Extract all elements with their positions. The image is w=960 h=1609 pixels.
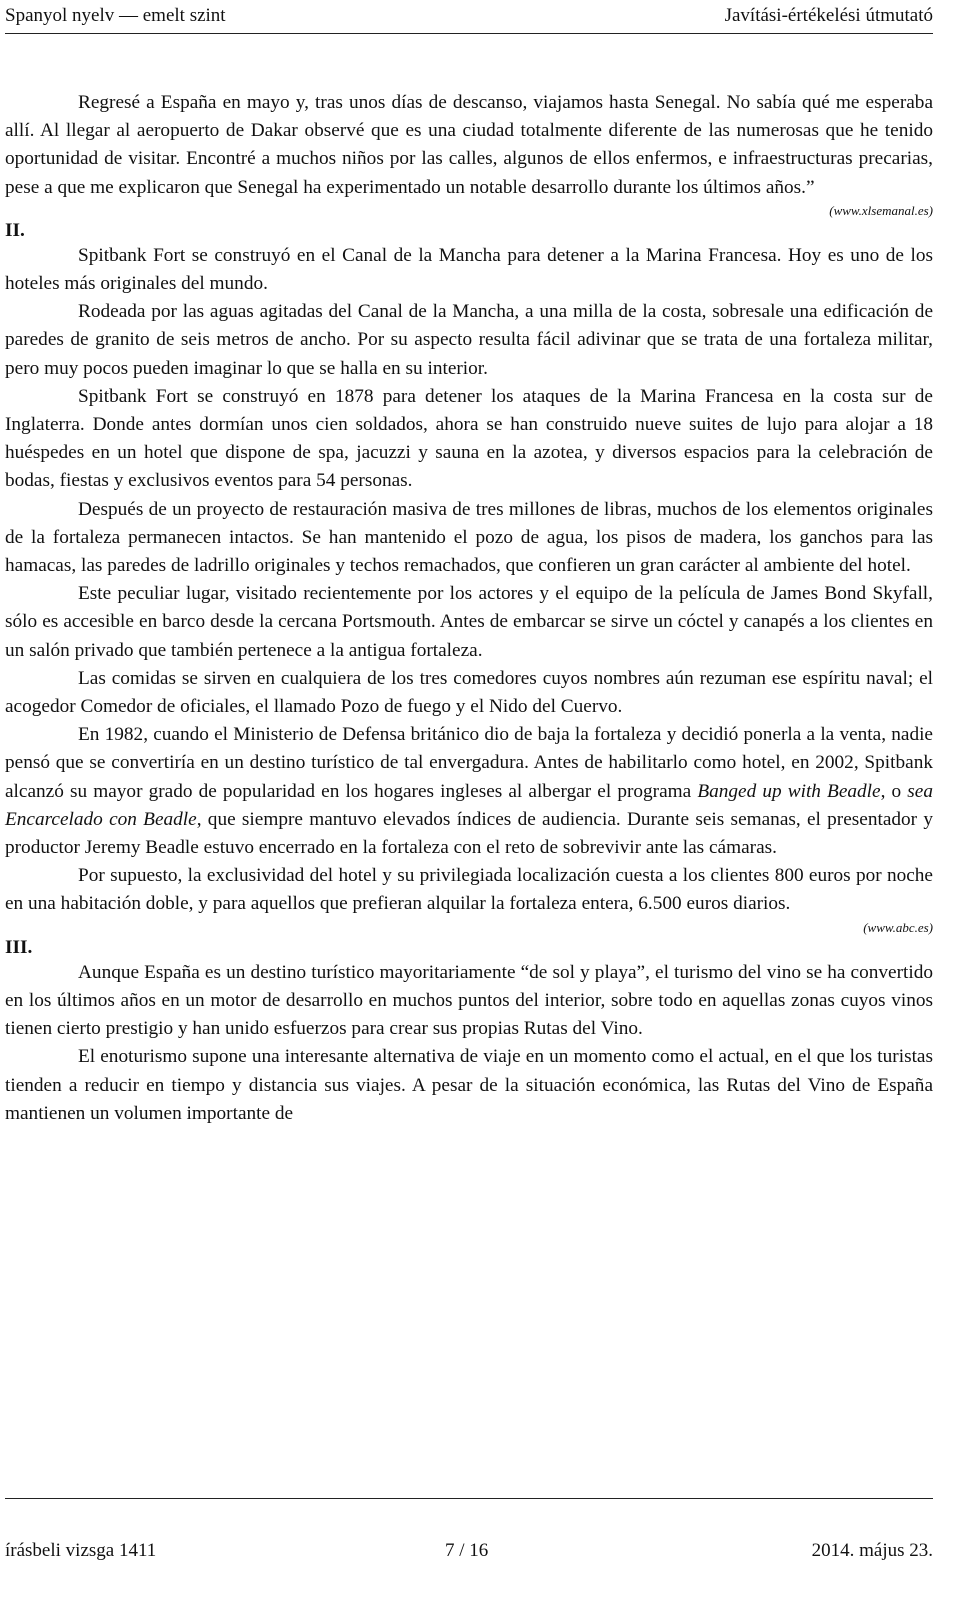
document-body: [5, 89, 933, 1128]
section2-paragraph-8: Por supuesto, la exclusividad del hotel y su privilegiada localización cuesta a los clientes 800 euros por noche en una habitación doble, y para aquellos que prefieran alquilar la fortaleza entera, 6.500 euros diarios.: [5, 865, 933, 915]
footer-exam-code: írásbeli vizsga 1411: [5, 1540, 157, 1561]
footer-date: 2014. május 23.: [811, 1540, 933, 1561]
section3-paragraph-2: El enoturismo supone una interesante alternativa de viaje en un momento como el actual, en el que los turistas tienden a reducir en tiempo y distancia sus viajes. A pesar de la situación económica, las Rutas del Vino de España mantienen un volumen importante de: [5, 1046, 933, 1124]
p7-program-title-es: sea Encarcelado con Beadle: [5, 780, 933, 830]
page-header: [5, 0, 933, 32]
section1-paragraph-1: Regresé a España en mayo y, tras unos días de descanso, viajamos hasta Senegal. No sabía qué me esperaba allí. Al llegar al aeropuerto de Dakar observé que es una ciudad totalmente diferente de las numerosas que he tenido oportunidad de visitar. Encontré a muchos niños por las calles, algunos de ellos enfermos, e infraestructuras precarias, pese a que me explicaron que Senegal ha experimentado un notable desarrollo durante los últimos años.”: [5, 92, 933, 198]
header-divider: [5, 33, 933, 34]
header-guide-title: Javítási-értékelési útmutató: [724, 5, 933, 26]
page-footer: [5, 1540, 933, 1570]
section2-paragraph-3: Spitbank Fort se construyó en 1878 para detener los ataques de la Marina Francesa en la costa sur de Inglaterra. Donde antes dormían unos cien soldados, ahora se han construido nueve suites de lujo para alojar a 18 huéspedes en un hotel que dispone de spa, jacuzzi y sauna en la azotea, y diversos espacios para la celebración de bodas, fiestas y exclusivos eventos para 54 personas.: [5, 385, 933, 492]
section2-paragraph-7: [5, 721, 933, 862]
section2-source: (www.abc.es): [863, 919, 933, 935]
section3-number: III.: [5, 936, 33, 958]
header-subject: Spanyol nyelv — emelt szint: [5, 5, 226, 26]
footer-page-number: 7 / 16: [445, 1540, 489, 1561]
section2-paragraph-6: Las comidas se sirven en cualquiera de los tres comedores cuyos nombres aún rezuman ese espíritu naval; el acogedor Comedor de oficiales, el llamado Pozo de fuego y el Nido del Cuervo.: [5, 667, 933, 718]
section1-source: (www.xlsemanal.es): [829, 202, 933, 218]
p7-text-3: , que siempre mantuvo elevados índices de audiencia. Durante seis semanas, el presentador y productor Jeremy Beadle estuvo encerrado en la fortaleza con el reto de sobrevivir ante las cámaras.: [5, 808, 934, 859]
p7-program-title: Banged up with Beadle: [697, 780, 881, 802]
section3-paragraph-1: Aunque España es un destino turístico mayoritariamente “de sol y playa”, el turismo del vino se ha convertido en los últimos años en un motor de desarrollo en muchos puntos del interior, sobre todo en aquellas zonas cuyos vinos tienen cierto prestigio y han unido esfuerzos para crear sus propias Rutas del Vino.: [5, 961, 933, 1040]
section2-paragraph-2: Rodeada por las aguas agitadas del Canal de la Mancha, a una milla de la costa, sobresale una edificación de paredes de granito de seis metros de ancho. Por su aspecto resulta fácil adivinar que se trata de una fortaleza militar, pero muy pocos pueden imaginar lo que se halla en su interior.: [5, 301, 933, 379]
section2-number: II.: [5, 219, 25, 241]
p7-text-2: , o: [880, 780, 908, 802]
section2-paragraph-5: Este peculiar lugar, visitado recientemente por los actores y el equipo de la película de James Bond Skyfall, sólo es accesible en barco desde la cercana Portsmouth. Antes de embarcar se sirve un cóctel y canapés a los clientes en un salón privado que también pertenece a la antigua fortaleza.: [5, 583, 933, 661]
section2-paragraph-4: Después de un proyecto de restauración masiva de tres millones de libras, muchos de los elementos originales de la fortaleza permanecen intactos. Se han mantenido el pozo de agua, los pisos de madera, los ganchos para las hamacas, las paredes de ladrillo originales y techos remachados, que confieren un gran carácter al ambiente del hotel.: [5, 498, 933, 577]
footer-divider: [5, 1498, 933, 1499]
section2-paragraph-1: Spitbank Fort se construyó en el Canal de la Mancha para detener a la Marina Francesa. Hoy es uno de los hoteles más originales del mundo.: [5, 244, 933, 295]
p7-text-1: En 1982, cuando el Ministerio de Defensa británico dio de baja la fortaleza y decidió ponerla a la venta, nadie pensó que se convertiría en un destino turístico de tal envergadura. Antes de habilitarlo como hotel, en 2002, Spitbank alcanzó su mayor grado de popularidad en los hogares ingleses al albergar el programa: [5, 724, 933, 802]
